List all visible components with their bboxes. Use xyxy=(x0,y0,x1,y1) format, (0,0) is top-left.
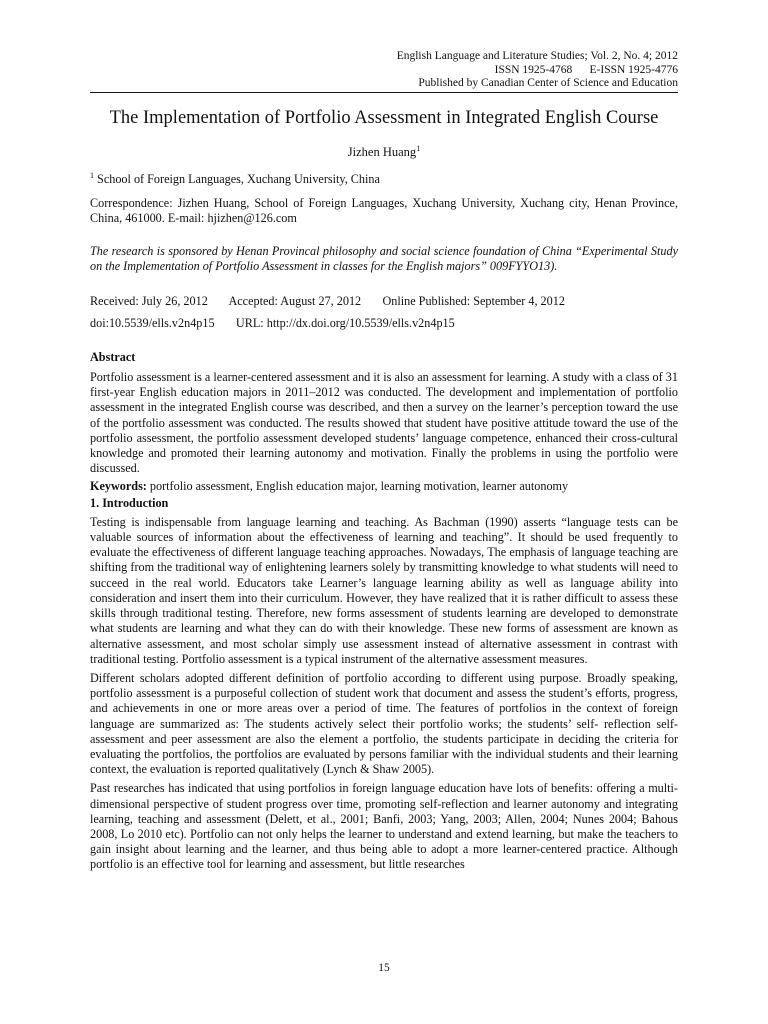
article-title: The Implementation of Portfolio Assessment in Integrated English Course xyxy=(109,108,659,128)
intro-paragraph: Different scholars adopted different definition of portfolio according to different using purpose. Broadly speaking, portfolio assessment is a purposeful collection of student work that document and assess the student’s efforts, progress, and achievements in one or more areas over a period of time. The features of portfolios in the context of foreign language are summarized as: The students actively select their portfolio works; the students’ self- reflection self-assessment and peer assessment are also the element a portfolio, the students participate in deciding the criteria for evaluating the portfolios, the portfolios are evaluated by persons familiar with the individual students and their learning context, the evaluation is reported qualitatively (Lynch & Shaw 2005). xyxy=(90,670,678,777)
keywords xyxy=(90,479,678,494)
abstract-heading: Abstract xyxy=(90,349,136,364)
page-number: 15 xyxy=(378,962,390,974)
author-line xyxy=(90,141,678,160)
article-body xyxy=(90,106,678,873)
keywords-label: Keywords: xyxy=(90,479,147,494)
intro-paragraph: Past researches has indicated that using portfolios in foreign language education have lots of benefits: offering a multi-dimensional perspective of student progress over time, promoting self-reflection and learner autonomy and integrating learning, teaching and assessment (Delett, et al., 2001; Banfi, 2003; Yang, 2003; Allen, 2004; Nunes 2004; Bahous 2008, Lo 2010 etc). Portfolio can not only helps the learner to understand and extend learning, but make the teachers to gain insight about learning and the learner, and thus being able to adopt a more learner-centered practice. Although portfolio is an effective tool for learning and assessment, but little researches xyxy=(90,781,678,872)
header-divider xyxy=(90,92,678,93)
section-heading-introduction: 1. Introduction xyxy=(90,495,169,510)
doi-url-line: doi:10.5539/ells.v2n4p15 URL: http://dx.doi.org/10.5539/ells.v2n4p15 xyxy=(90,315,455,330)
journal-citation: English Language and Literature Studies; Vol. 2, No. 4; 2012 xyxy=(396,50,678,62)
affiliation xyxy=(90,168,678,187)
abstract-text: Portfolio assessment is a learner-centered assessment and it is also an assessment for learning. A study with a class of 31 first-year English education majors in 2011–2012 was conducted. The development and implementation of portfolio assessment in the integrated English course was described, and then a survey on the learner’s perception toward the use of the portfolio assessment was conducted. The results showed that student have positive attitude toward the use of the portfolio assessment, the portfolio assessment developed students’ language competence, enhanced their cross-cultural knowledge and promoted their learning autonomy and motivation. Finally the problems in using the portfolio were discussed. xyxy=(90,370,678,476)
affiliation-text: School of Foreign Languages, Xuchang University, China xyxy=(94,172,380,187)
journal-issn: ISSN 1925-4768 E-ISSN 1925-4776 xyxy=(494,63,678,76)
publication-dates: Received: July 26, 2012 Accepted: August 27, 2012 Online Published: September 4, 2012 xyxy=(90,294,565,309)
keywords-text: portfolio assessment, English education major, learning motivation, learner autonomy xyxy=(146,479,569,494)
funding-statement: The research is sponsored by Henan Provincal philosophy and social science foundation of China “Experimental Study on the Implementation of Portfolio Assessment in classes for the English majors” 009FYYO13). xyxy=(90,244,678,274)
intro-paragraph: Testing is indispensable from language learning and teaching. As Bachman (1990) asserts “language tests can be valuable sources of information about the effectiveness of learning and teaching”. It should be used frequently to evaluate the effectiveness of different language teaching approaches. Nowadays, The emphasis of language teaching are shifting from the traditional way of enlightening learners solely by transmitting knowledge to what students will need to succeed in the real world. Educators take Learner’s language learning ability as well as language ability into consideration and insert them into their curriculum. However, they have realized that it is rather difficult to assess these skills through traditional testing. Therefore, new forms assessment of students learning are developed to demonstrate what students are learning and what they can do with their knowledge. These new forms of assessment are known as alternative assessment, and most scholar simply use assessment instead of alternative assessment in contrast with traditional testing. Portfolio assessment is a typical instrument of the alternative assessment measures. xyxy=(90,514,678,666)
journal-publisher: Published by Canadian Center of Science and Education xyxy=(418,77,678,89)
author-name: Jizhen Huang xyxy=(347,145,417,160)
journal-header xyxy=(258,50,678,91)
affiliation-marker: 1 xyxy=(90,171,94,181)
author-affiliation-marker: 1 xyxy=(416,144,421,153)
correspondence: Correspondence: Jizhen Huang, School of Foreign Languages, Xuchang University, Xuchang city, Henan Province, China, 461000. E-mail: hjizhen@126.com xyxy=(90,195,678,225)
